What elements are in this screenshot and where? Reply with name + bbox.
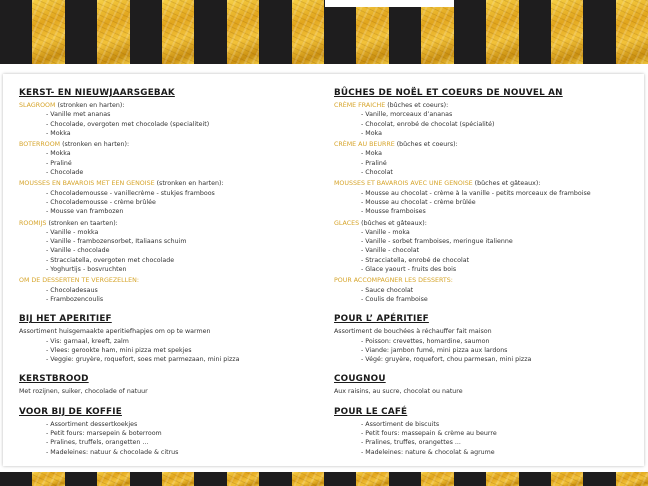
- list-item: - Végé: gruyère, roquefort, chou parmesan, mini pizza: [361, 356, 532, 364]
- subcategory-name: GLACES: [334, 219, 360, 227]
- list-item: - Coulis de framboise: [361, 295, 428, 303]
- gold-stripe: [356, 0, 388, 64]
- section-heading: VOOR BIJ DE KOFFIE: [19, 406, 122, 417]
- list-item: - Mokka: [46, 129, 71, 137]
- gold-stripe: [97, 472, 129, 486]
- list-item: - Praliné: [361, 159, 387, 167]
- section-heading: BIJ HET APERITIEF: [19, 314, 112, 325]
- list-item: - Mousse au chocolat - crème à la vanille - petits morceaux de framboise: [361, 189, 591, 197]
- gold-stripe: [486, 0, 518, 64]
- subcategory-label: [19, 219, 324, 228]
- black-stripe: [0, 472, 32, 486]
- gold-stripe: [551, 0, 583, 64]
- dutch-menu-column: [19, 88, 324, 457]
- list-item: - Vanille - mokka: [46, 228, 99, 236]
- gold-stripe: [421, 0, 453, 64]
- section-description: Met rozijnen, suiker, chocolade of natuur: [19, 388, 148, 396]
- list-item: - Mokka: [46, 150, 71, 158]
- list-item: - Vanille - chocolade: [46, 247, 110, 255]
- subcategory-label: [334, 276, 639, 285]
- list-item: - Vis: garnaal, kreeft, zalm: [46, 337, 129, 345]
- subcategory-name: POUR ACCOMPAGNER LES DESSERTS:: [334, 277, 453, 285]
- subcategory-note: (bûches et gâteaux):: [359, 219, 427, 227]
- section-heading: BÛCHES DE NOËL ET COEURS DE NOUVEL AN: [334, 88, 563, 98]
- item-list: [334, 228, 639, 274]
- black-stripe: [324, 0, 356, 64]
- gold-stripe: [421, 472, 453, 486]
- list-item: - Mousse framboises: [361, 208, 426, 216]
- black-stripe: [194, 472, 226, 486]
- item-list: [334, 286, 639, 305]
- subcategory-note: (stronken en harten):: [55, 102, 125, 109]
- item-list: [19, 110, 324, 138]
- subcategory-name: CRÈME FRAICHE: [334, 102, 386, 109]
- list-item: - Vanille - frambozensorbet, Italiaans schuim: [46, 238, 187, 246]
- gold-stripe: [292, 472, 324, 486]
- black-stripe: [0, 0, 32, 64]
- subcategory-label: [19, 276, 324, 285]
- black-stripe: [65, 472, 97, 486]
- subcategory-note: (bûches et coeurs):: [385, 102, 449, 109]
- gold-stripe: [97, 0, 129, 64]
- section-heading: KERST- EN NIEUWJAARSGEBAK: [19, 88, 175, 98]
- section-heading: COUGNOU: [334, 374, 386, 385]
- list-item: - Viande: jambon fumé, mini pizza aux lardons: [361, 346, 508, 354]
- list-item: - Vlees: gerookte ham, mini pizza met spekjes: [46, 346, 192, 354]
- item-list: [19, 228, 324, 274]
- section-heading: KERSTBROOD: [19, 374, 89, 385]
- black-stripe: [583, 472, 615, 486]
- section-description: Assortiment de bouchées à réchauffer fait maison: [334, 328, 492, 336]
- black-stripe: [519, 0, 551, 64]
- gold-stripe: [292, 0, 324, 64]
- list-item: - Poisson: crevettes, homardine, saumon: [361, 337, 490, 345]
- gold-stripe: [616, 472, 648, 486]
- black-stripe: [583, 0, 615, 64]
- subcategory-note: (stronken en taarten):: [46, 219, 118, 227]
- list-item: - Moka: [361, 129, 382, 137]
- list-item: - Veggie: gruyère, roquefort, soes met parmezaan, mini pizza: [46, 356, 240, 364]
- gold-stripe: [616, 0, 648, 64]
- list-item: - Chocoladesaus: [46, 286, 98, 294]
- list-item: - Vanille met ananas: [46, 111, 111, 119]
- black-stripe: [259, 0, 291, 64]
- black-stripe: [130, 472, 162, 486]
- subcategory-name: BOTERROOM: [19, 141, 61, 149]
- subcategory-note: (bûches et coeurs):: [394, 141, 458, 149]
- subcategory-name: CRÈME AU BEURRE: [334, 141, 395, 149]
- item-list: [334, 149, 639, 177]
- list-item: - Vanille - moka: [361, 228, 410, 236]
- black-stripe: [259, 472, 291, 486]
- section-description: Assortiment huisgemaakte aperitiefhapjes om op te warmen: [19, 328, 211, 336]
- list-item: - Glace yaourt - fruits des bois: [361, 266, 457, 274]
- list-item: - Chocolade: [46, 169, 84, 177]
- subcategory-label: [334, 140, 639, 149]
- list-item: - Petit fours: massepain & crème au beurre: [361, 430, 497, 438]
- decorative-stripe-band-top: [0, 0, 648, 64]
- french-menu-column: [334, 88, 639, 457]
- gold-stripe: [162, 0, 194, 64]
- section-heading: POUR LE CAFÉ: [334, 406, 408, 417]
- decorative-white-block: [325, 0, 454, 7]
- list-item: - Vanille, morceaux d’ananas: [361, 111, 453, 119]
- section-description: Aux raisins, au sucre, chocolat ou nature: [334, 388, 463, 396]
- subcategory-name: MOUSSES EN BAVAROIS MET EEN GENOISE: [19, 180, 155, 188]
- item-list: [19, 189, 324, 217]
- subcategory-name: ROOMIJS: [19, 219, 47, 227]
- item-list: [19, 286, 324, 305]
- list-item: - Pralines, truffes, orangettes ...: [361, 439, 461, 447]
- subcategory-name: OM DE DESSERTEN TE VERGEZELLEN:: [19, 277, 139, 285]
- gold-stripe: [551, 472, 583, 486]
- black-stripe: [130, 0, 162, 64]
- list-item: - Madeleines: natuur & chocolade & citrus: [46, 448, 179, 456]
- gold-stripe: [356, 472, 388, 486]
- item-list: [334, 110, 639, 138]
- list-item: - Yoghurtijs - bosvruchten: [46, 266, 127, 274]
- subcategory-name: MOUSSES ET BAVAROIS AVEC UNE GENOISE: [334, 180, 473, 188]
- list-item: - Sauce chocolat: [361, 286, 414, 294]
- list-item: - Frambozencoulis: [46, 295, 104, 303]
- item-list: [334, 420, 639, 457]
- list-item: - Stracciatella, overgoten met chocolade: [46, 256, 175, 264]
- gold-stripe: [227, 0, 259, 64]
- list-item: - Chocolade, overgoten met chocolade (specialiteit): [46, 120, 210, 128]
- subcategory-label: [19, 101, 324, 110]
- black-stripe: [324, 472, 356, 486]
- list-item: - Moka: [361, 150, 382, 158]
- list-item: - Chocolat: [361, 169, 393, 177]
- subcategory-note: (stronken en harten):: [60, 141, 130, 149]
- gold-stripe: [32, 472, 64, 486]
- subcategory-label: [19, 140, 324, 149]
- subcategory-label: [334, 219, 639, 228]
- list-item: - Chocolademousse - vanillecrème - stukjes framboos: [46, 189, 215, 197]
- list-item: - Madeleines: nature & chocolat & agrume: [361, 448, 495, 456]
- list-item: - Assortiment de biscuits: [361, 420, 440, 428]
- item-list: [334, 337, 639, 365]
- gold-stripe: [227, 472, 259, 486]
- subcategory-note: (stronken en harten):: [154, 180, 224, 188]
- list-item: - Stracciatella, enrobé de chocolat: [361, 256, 470, 264]
- list-item: - Vanille - sorbet framboises, meringue italienne: [361, 238, 513, 246]
- item-list: [334, 189, 639, 217]
- black-stripe: [389, 0, 421, 64]
- subcategory-label: [19, 179, 324, 188]
- subcategory-label: [334, 101, 639, 110]
- menu-card: [3, 74, 644, 466]
- black-stripe: [389, 472, 421, 486]
- item-list: [19, 337, 324, 365]
- item-list: [19, 420, 324, 457]
- black-stripe: [65, 0, 97, 64]
- black-stripe: [194, 0, 226, 64]
- decorative-stripe-band-bottom: [0, 472, 648, 486]
- list-item: - Petit fours: marsepein & boterroom: [46, 430, 162, 438]
- black-stripe: [454, 472, 486, 486]
- black-stripe: [454, 0, 486, 64]
- list-item: - Mousse au chocolat - crème brûlée: [361, 198, 476, 206]
- gold-stripe: [162, 472, 194, 486]
- list-item: - Vanille - chocolat: [361, 247, 420, 255]
- list-item: - Chocolat, enrobé de chocolat (spécialité): [361, 120, 495, 128]
- section-heading: POUR L’ APÉRITIEF: [334, 314, 429, 325]
- gold-stripe: [32, 0, 64, 64]
- item-list: [19, 149, 324, 177]
- subcategory-note: (bûches et gâteaux):: [472, 180, 541, 188]
- list-item: - Mousse van frambozen: [46, 208, 124, 216]
- subcategory-name: SLAGROOM: [19, 102, 56, 109]
- gold-stripe: [486, 472, 518, 486]
- list-item: - Pralines, truffels, orangetten ...: [46, 439, 149, 447]
- list-item: - Praliné: [46, 159, 72, 167]
- black-stripe: [519, 472, 551, 486]
- subcategory-label: [334, 179, 639, 188]
- list-item: - Chocolademousse - crème brûlée: [46, 198, 156, 206]
- list-item: - Assortiment dessertkoekjes: [46, 420, 138, 428]
